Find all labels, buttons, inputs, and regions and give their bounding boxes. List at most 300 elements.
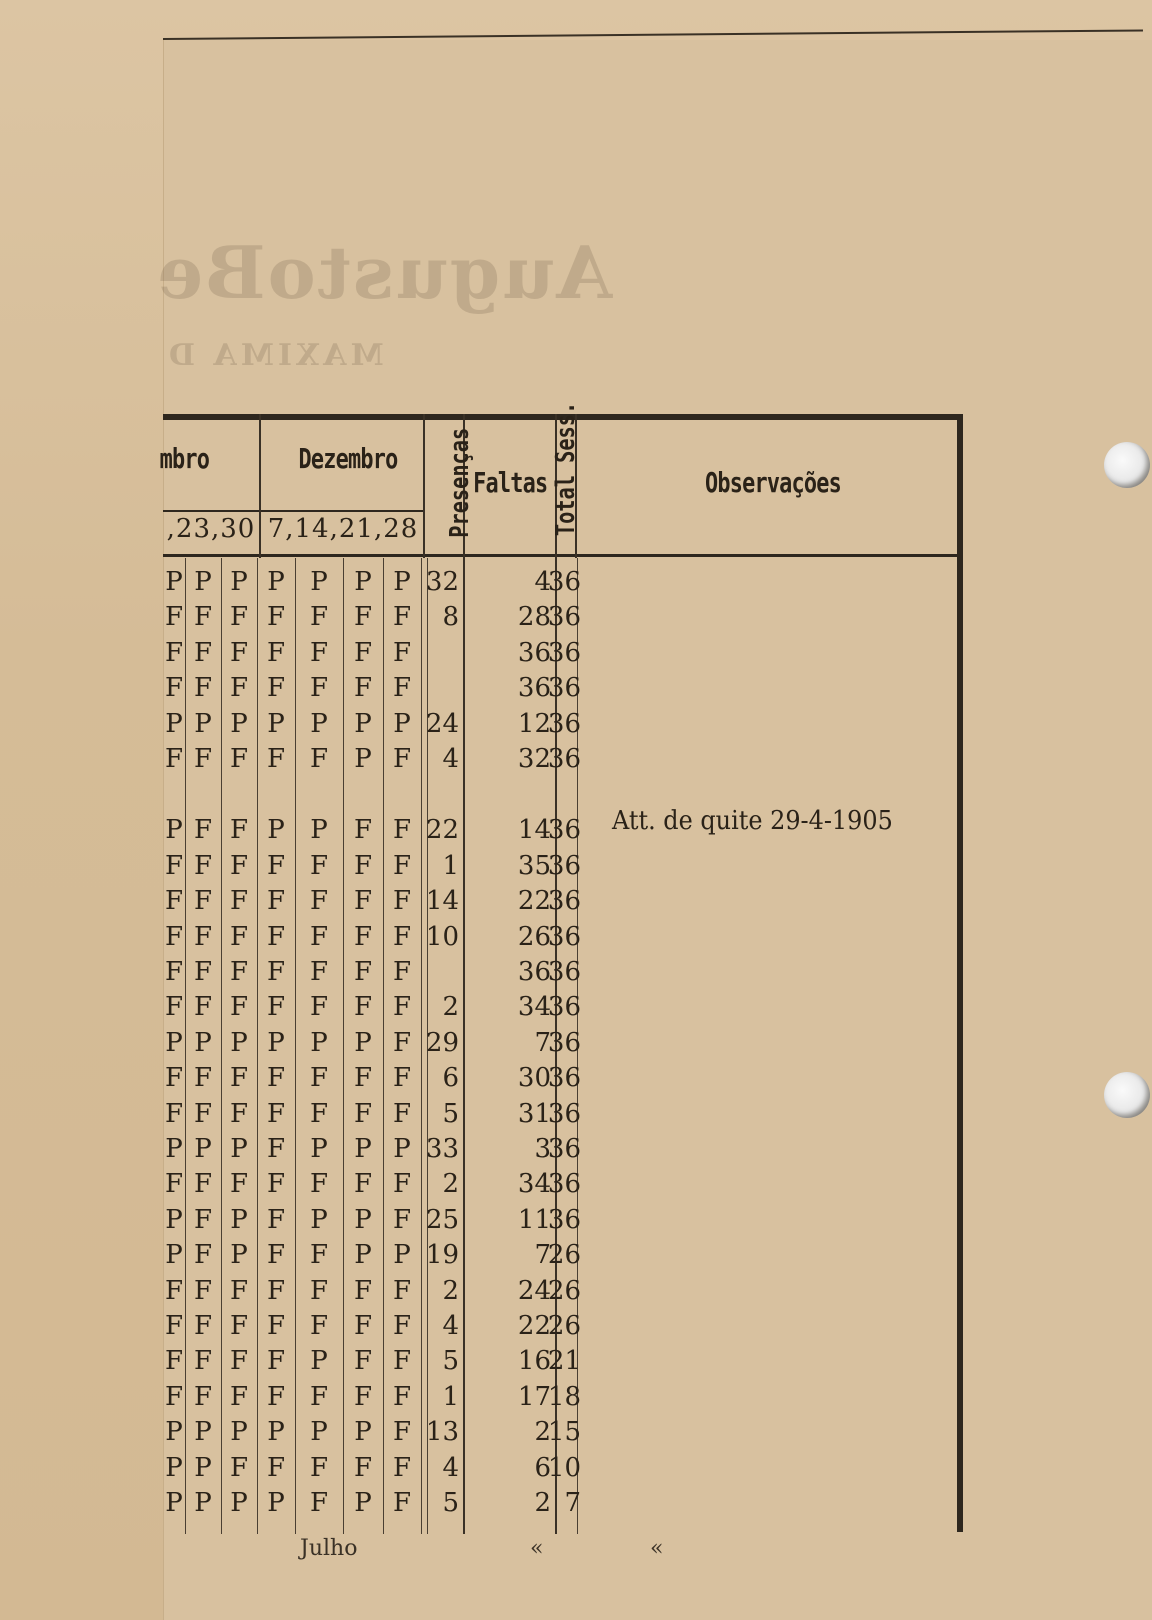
month-dates: 7,14,21,28 (267, 514, 419, 544)
header-bottom-rule (163, 554, 963, 557)
attendance-mark: F (353, 1275, 373, 1306)
attendance-mark: F (309, 992, 329, 1023)
presencas-value (423, 954, 463, 990)
attendance-mark: F (309, 1452, 329, 1483)
attendance-mark: F (193, 1381, 213, 1412)
faltas-value: 24 (517, 1275, 551, 1306)
attendance-mark: F (164, 850, 184, 881)
total-sessions-value: 21 (547, 1346, 581, 1377)
attendance-mark: F (309, 673, 329, 704)
table-row (163, 848, 963, 884)
attendance-mark: F (353, 850, 373, 881)
attendance-mark: F (309, 1311, 329, 1341)
total-sessions-value: 36 (547, 637, 581, 668)
punch-hole-bottom (1104, 1072, 1150, 1118)
total-sessions-value: 10 (547, 1452, 581, 1483)
observation-note: Att. de quite 29-4-1905 (612, 806, 893, 836)
attendance-mark: F (193, 637, 213, 668)
attendance-mark: F (392, 1275, 412, 1306)
attendance-mark: F (193, 1098, 213, 1129)
table-row (163, 1379, 963, 1415)
table-row (163, 635, 963, 671)
attendance-mark: F (164, 1311, 184, 1341)
attendance-mark: F (266, 957, 286, 987)
attendance-mark: F (229, 1098, 249, 1129)
table-row (163, 1308, 963, 1344)
attendance-mark: F (229, 1275, 249, 1306)
attendance-mark: F (392, 1204, 412, 1235)
presencas-value: 19 (425, 1240, 459, 1271)
presencas-value: 1 (442, 1381, 459, 1412)
prev-month-label: mbro (159, 442, 210, 475)
attendance-mark: P (310, 815, 328, 846)
attendance-mark: P (354, 708, 372, 739)
total-sessions-value: 36 (547, 1098, 581, 1129)
attendance-mark: F (353, 1311, 373, 1341)
month-label: Dezembro (298, 442, 398, 475)
total-sessions-value: 36 (547, 921, 581, 952)
attendance-mark: P (267, 1027, 285, 1058)
attendance-mark: F (392, 1488, 412, 1518)
attendance-mark: F (229, 850, 249, 881)
presencas-value: 5 (442, 1488, 459, 1518)
table-row (163, 1166, 963, 1202)
attendance-mark: F (193, 673, 213, 704)
observacoes-header: Observações (704, 466, 842, 499)
attendance-mark: P (393, 708, 411, 739)
attendance-mark: F (309, 1381, 329, 1412)
attendance-mark: F (353, 1381, 373, 1412)
attendance-mark: F (229, 886, 249, 917)
attendance-mark: P (165, 1417, 183, 1448)
total-sessions-header: Total Sess. (551, 401, 581, 537)
attendance-mark: F (353, 1346, 373, 1377)
table-row (163, 1096, 963, 1132)
attendance-mark: F (229, 637, 249, 668)
attendance-mark: F (164, 1275, 184, 1306)
attendance-mark: P (354, 567, 372, 597)
table-row (163, 1450, 963, 1486)
presencas-value: 4 (442, 1452, 459, 1483)
attendance-mark: F (266, 921, 286, 952)
attendance-mark: P (230, 708, 248, 739)
attendance-mark: F (266, 886, 286, 917)
attendance-mark: F (193, 957, 213, 987)
attendance-mark: F (266, 992, 286, 1023)
total-sessions-value: 26 (547, 1311, 581, 1341)
faltas-value: 35 (517, 850, 551, 881)
attendance-mark: F (309, 886, 329, 917)
faltas-value: 28 (517, 602, 551, 633)
attendance-mark: P (230, 1134, 248, 1164)
table-row (163, 1060, 963, 1096)
attendance-mark: F (309, 1240, 329, 1271)
attendance-mark: P (267, 708, 285, 739)
attendance-mark: F (229, 602, 249, 633)
table-row (163, 599, 963, 635)
attendance-mark: P (194, 1452, 212, 1483)
attendance-mark: F (229, 1381, 249, 1412)
faltas-value: 4 (534, 567, 551, 597)
table-row (163, 1131, 963, 1167)
presencas-value: 22 (425, 815, 459, 846)
table-row (163, 1485, 963, 1521)
attendance-mark: F (309, 602, 329, 633)
presencas-value (423, 670, 463, 706)
month-date-divider (163, 510, 425, 512)
header-divider-2 (423, 414, 425, 558)
attendance-mark: F (193, 850, 213, 881)
attendance-mark: F (392, 957, 412, 987)
table-row (163, 706, 963, 742)
attendance-mark: F (164, 637, 184, 668)
attendance-mark: P (393, 567, 411, 597)
attendance-mark: F (164, 1098, 184, 1129)
footer-left: Julho (300, 1536, 358, 1561)
attendance-mark: F (164, 602, 184, 633)
table-row (163, 1414, 963, 1450)
attendance-mark: P (194, 708, 212, 739)
faltas-value: 32 (517, 744, 551, 774)
attendance-mark: F (309, 850, 329, 881)
attendance-mark: P (354, 1027, 372, 1058)
faltas-value: 14 (517, 815, 551, 846)
total-sessions-value: 36 (547, 957, 581, 987)
table-row (163, 741, 963, 777)
faltas-value: 3 (534, 1134, 551, 1164)
attendance-mark: P (310, 1134, 328, 1164)
attendance-mark: F (392, 1027, 412, 1058)
table-row (163, 883, 963, 919)
attendance-mark: F (309, 1098, 329, 1129)
total-sessions-value: 36 (547, 567, 581, 597)
attendance-mark: P (393, 1240, 411, 1271)
presencas-value: 33 (425, 1134, 459, 1164)
faltas-value: 11 (517, 1204, 551, 1235)
attendance-mark: F (392, 1311, 412, 1341)
presencas-value: 5 (442, 1098, 459, 1129)
attendance-mark: F (193, 921, 213, 952)
attendance-mark: F (353, 1169, 373, 1200)
attendance-mark: P (310, 1204, 328, 1235)
attendance-mark: P (354, 744, 372, 774)
total-sessions-value: 36 (547, 850, 581, 881)
attendance-mark: F (392, 744, 412, 774)
attendance-mark: F (266, 1452, 286, 1483)
attendance-mark: P (194, 1027, 212, 1058)
total-sessions-value: 36 (547, 1063, 581, 1094)
presencas-header: Presenças (445, 427, 475, 538)
attendance-mark: P (393, 1134, 411, 1164)
attendance-mark: P (310, 1346, 328, 1377)
attendance-mark: F (266, 1098, 286, 1129)
attendance-mark: F (392, 1452, 412, 1483)
attendance-mark: F (193, 1275, 213, 1306)
presencas-value: 6 (442, 1063, 459, 1094)
faltas-value: 16 (517, 1346, 551, 1377)
attendance-mark: F (164, 886, 184, 917)
presencas-value: 14 (425, 886, 459, 917)
total-sessions-value: 36 (547, 1027, 581, 1058)
attendance-mark: P (354, 1204, 372, 1235)
faltas-header: Faltas (473, 466, 548, 499)
attendance-mark: F (392, 1381, 412, 1412)
attendance-mark: F (266, 1275, 286, 1306)
table-row (163, 954, 963, 990)
attendance-mark: F (229, 815, 249, 846)
attendance-mark: F (392, 673, 412, 704)
table-row (163, 670, 963, 706)
attendance-mark: F (309, 1169, 329, 1200)
presencas-value: 1 (442, 850, 459, 881)
footer-right: « (650, 1536, 664, 1561)
faltas-value: 30 (517, 1063, 551, 1094)
attendance-mark: F (164, 1063, 184, 1094)
attendance-mark: F (309, 637, 329, 668)
attendance-mark: F (266, 1169, 286, 1200)
attendance-mark: F (193, 602, 213, 633)
attendance-mark: F (193, 1063, 213, 1094)
attendance-mark: F (229, 1063, 249, 1094)
presencas-value: 25 (425, 1204, 459, 1235)
faltas-value: 22 (517, 886, 551, 917)
total-sessions-value: 36 (547, 673, 581, 704)
attendance-mark: F (309, 1063, 329, 1094)
attendance-mark: P (230, 567, 248, 597)
total-sessions-value: 36 (547, 1169, 581, 1200)
faltas-value: 2 (534, 1417, 551, 1448)
table-row (163, 1202, 963, 1238)
attendance-mark: F (392, 1098, 412, 1129)
attendance-mark: P (230, 1204, 248, 1235)
attendance-mark: F (392, 921, 412, 952)
attendance-mark: F (266, 1311, 286, 1341)
presencas-value: 10 (425, 921, 459, 952)
attendance-mark: F (353, 1098, 373, 1129)
attendance-mark: F (353, 886, 373, 917)
presencas-value: 13 (425, 1417, 459, 1448)
faltas-value: 36 (517, 637, 551, 668)
attendance-mark: F (164, 1381, 184, 1412)
table-row (163, 564, 963, 600)
attendance-mark: F (266, 673, 286, 704)
attendance-mark: P (267, 1488, 285, 1518)
attendance-mark: F (229, 1346, 249, 1377)
attendance-mark: F (266, 1204, 286, 1235)
attendance-mark: P (165, 1204, 183, 1235)
total-sessions-value: 36 (547, 602, 581, 633)
attendance-mark: F (193, 1204, 213, 1235)
attendance-mark: F (229, 921, 249, 952)
attendance-mark: F (392, 1346, 412, 1377)
attendance-mark: F (266, 637, 286, 668)
attendance-mark: F (164, 957, 184, 987)
footer-middle: « (530, 1536, 544, 1561)
prev-month-dates: ,23,30 (166, 514, 256, 544)
presencas-value: 2 (442, 1275, 459, 1306)
bleed-through-text-2: MAXIMA D (165, 338, 384, 373)
table-row (163, 919, 963, 955)
faltas-value: 34 (517, 992, 551, 1023)
attendance-mark: P (165, 567, 183, 597)
attendance-mark: P (267, 815, 285, 846)
punch-hole-top (1104, 442, 1150, 488)
total-sessions-value: 36 (547, 744, 581, 774)
attendance-mark: F (266, 850, 286, 881)
faltas-value: 36 (517, 957, 551, 987)
attendance-mark: P (194, 567, 212, 597)
attendance-mark: P (165, 1452, 183, 1483)
attendance-mark: F (309, 1488, 329, 1518)
attendance-mark: F (353, 1063, 373, 1094)
attendance-mark: P (165, 1488, 183, 1518)
presencas-value (423, 635, 463, 671)
attendance-mark: F (266, 1240, 286, 1271)
attendance-mark: P (267, 567, 285, 597)
attendance-table (159, 401, 963, 1534)
attendance-mark: P (230, 1417, 248, 1448)
table-row (163, 1237, 963, 1273)
presencas-value: 5 (442, 1346, 459, 1377)
total-sessions-value: 36 (547, 886, 581, 917)
attendance-mark: F (229, 957, 249, 987)
attendance-mark: F (392, 1417, 412, 1448)
attendance-mark: F (353, 921, 373, 952)
attendance-mark: P (230, 1240, 248, 1271)
attendance-mark: P (165, 815, 183, 846)
attendance-mark: F (392, 1169, 412, 1200)
attendance-mark: F (392, 1063, 412, 1094)
presencas-value: 29 (425, 1027, 459, 1058)
attendance-mark: P (165, 1134, 183, 1164)
attendance-mark: F (266, 1063, 286, 1094)
bleed-through-text: AugustoBe (155, 230, 613, 315)
attendance-mark: F (353, 957, 373, 987)
attendance-mark: F (229, 992, 249, 1023)
attendance-mark: P (230, 1488, 248, 1518)
attendance-mark: P (354, 1417, 372, 1448)
table-row (163, 1343, 963, 1379)
faltas-value: 2 (534, 1488, 551, 1518)
faltas-value: 22 (517, 1311, 551, 1341)
attendance-mark: P (230, 1027, 248, 1058)
presencas-value: 4 (442, 1311, 459, 1341)
faltas-value: 31 (517, 1098, 551, 1129)
attendance-mark: P (310, 1417, 328, 1448)
attendance-mark: P (354, 1488, 372, 1518)
attendance-mark: F (266, 1346, 286, 1377)
attendance-mark: F (193, 815, 213, 846)
total-sessions-value: 7 (564, 1488, 581, 1518)
attendance-mark: P (194, 1417, 212, 1448)
attendance-mark: P (354, 1240, 372, 1271)
total-sessions-value: 36 (547, 1204, 581, 1235)
attendance-mark: F (309, 921, 329, 952)
total-sessions-value: 18 (547, 1381, 581, 1412)
attendance-mark: F (164, 992, 184, 1023)
faltas-value: 17 (517, 1381, 551, 1412)
table-row (163, 1025, 963, 1061)
attendance-mark: F (266, 1381, 286, 1412)
presencas-value: 32 (425, 567, 459, 597)
attendance-mark: F (353, 992, 373, 1023)
attendance-mark: F (266, 744, 286, 774)
attendance-mark: F (266, 602, 286, 633)
faltas-value: 7 (534, 1027, 551, 1058)
total-sessions-value: 36 (547, 992, 581, 1023)
attendance-mark: P (194, 1488, 212, 1518)
attendance-mark: F (229, 1311, 249, 1341)
attendance-mark: F (193, 1240, 213, 1271)
attendance-mark: F (229, 1452, 249, 1483)
attendance-mark: P (194, 1134, 212, 1164)
attendance-mark: F (193, 1169, 213, 1200)
faltas-value: 12 (517, 708, 551, 739)
attendance-mark: P (354, 1134, 372, 1164)
attendance-mark: P (310, 567, 328, 597)
presencas-value: 4 (442, 744, 459, 774)
faltas-value: 7 (534, 1240, 551, 1271)
faltas-value: 26 (517, 921, 551, 952)
attendance-mark: F (229, 673, 249, 704)
attendance-mark: F (392, 992, 412, 1023)
attendance-mark: F (164, 921, 184, 952)
attendance-mark: F (193, 1346, 213, 1377)
attendance-mark: P (165, 1027, 183, 1058)
attendance-mark: F (164, 673, 184, 704)
attendance-mark: F (229, 1169, 249, 1200)
total-sessions-value: 36 (547, 815, 581, 846)
presencas-value: 2 (442, 992, 459, 1023)
attendance-mark: F (309, 1275, 329, 1306)
attendance-mark: F (353, 637, 373, 668)
attendance-mark: F (309, 744, 329, 774)
attendance-mark: F (392, 850, 412, 881)
attendance-mark: F (353, 815, 373, 846)
total-sessions-value: 26 (547, 1240, 581, 1271)
attendance-mark: F (392, 602, 412, 633)
attendance-mark: P (310, 708, 328, 739)
total-sessions-value: 36 (547, 1134, 581, 1164)
attendance-mark: F (392, 886, 412, 917)
attendance-mark: F (353, 602, 373, 633)
table-row (163, 989, 963, 1025)
table-row (163, 1273, 963, 1309)
presencas-value: 8 (442, 602, 459, 633)
attendance-mark: F (193, 992, 213, 1023)
attendance-mark: P (267, 1417, 285, 1448)
attendance-mark: F (229, 744, 249, 774)
attendance-mark: P (165, 708, 183, 739)
faltas-value: 36 (517, 673, 551, 704)
attendance-mark: F (353, 1452, 373, 1483)
attendance-mark: P (310, 1027, 328, 1058)
attendance-mark: F (164, 744, 184, 774)
attendance-mark: F (266, 1134, 286, 1164)
attendance-mark: F (164, 1169, 184, 1200)
attendance-mark: F (309, 957, 329, 987)
attendance-mark: F (164, 1346, 184, 1377)
attendance-mark: F (353, 673, 373, 704)
faltas-value: 34 (517, 1169, 551, 1200)
attendance-mark: F (193, 1311, 213, 1341)
attendance-mark: F (193, 744, 213, 774)
attendance-mark: P (165, 1240, 183, 1271)
total-sessions-value: 15 (547, 1417, 581, 1448)
total-sessions-value: 26 (547, 1275, 581, 1306)
faltas-value: 6 (534, 1452, 551, 1483)
presencas-value: 2 (442, 1169, 459, 1200)
